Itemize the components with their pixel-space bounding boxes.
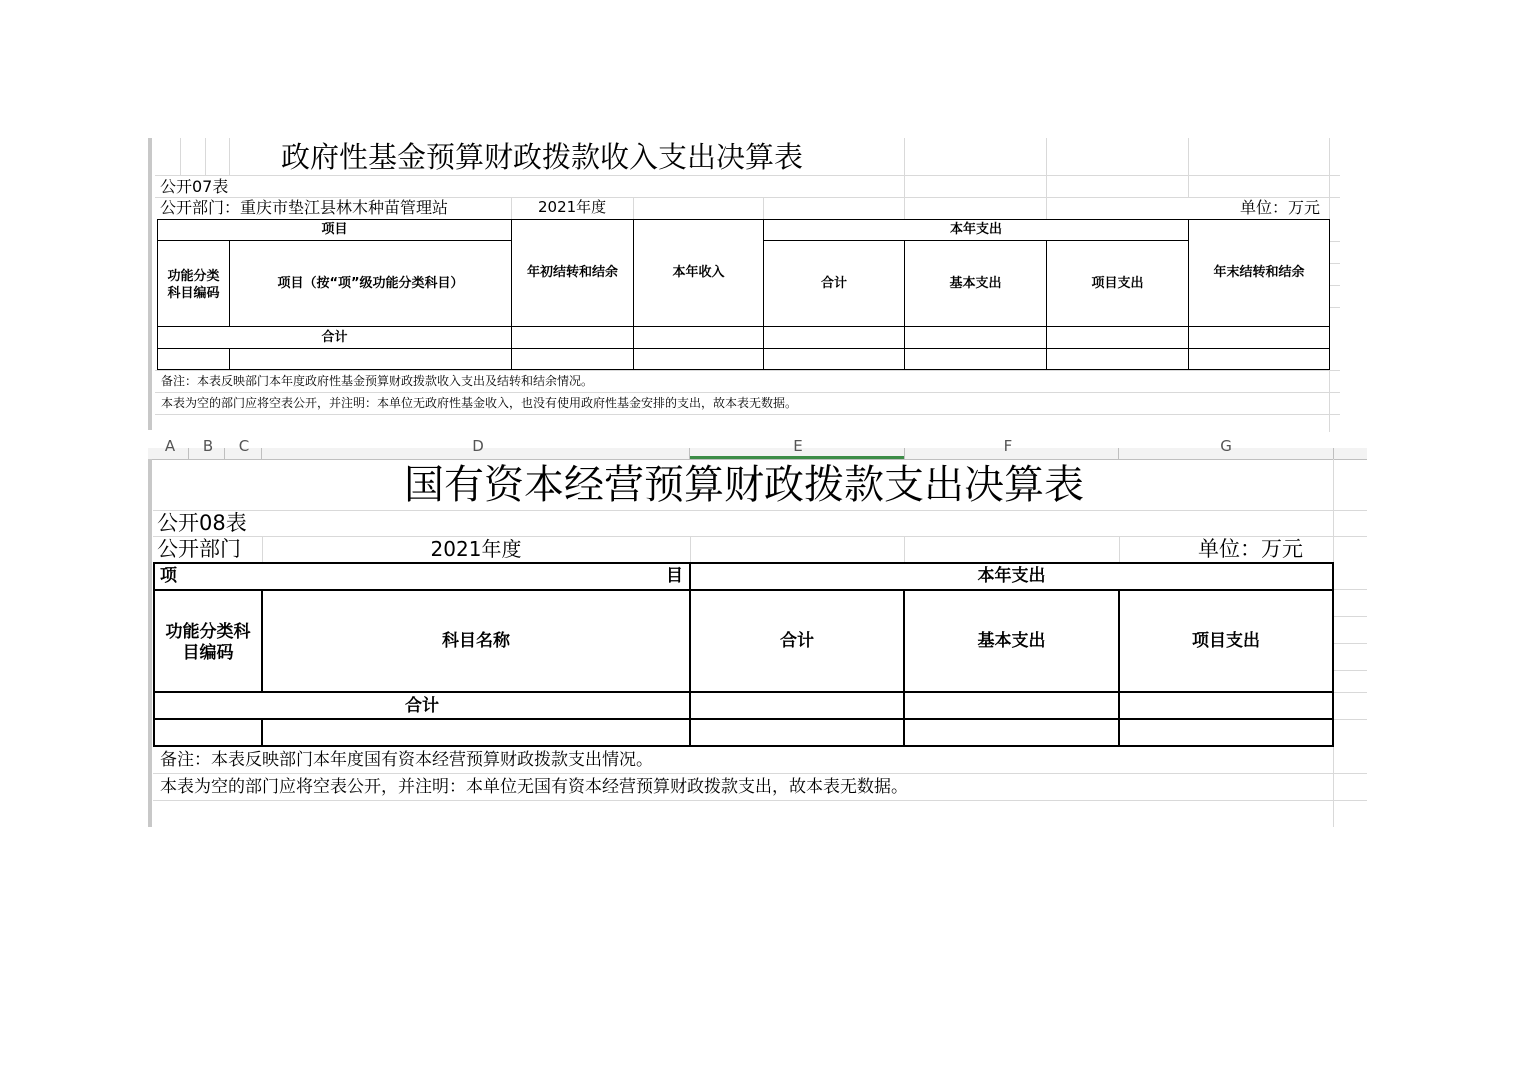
header-end-balance: 年末结转和结余 [1213, 265, 1305, 280]
header-function-code-08: 功能分类科目编码 [165, 622, 251, 663]
table-08-unit: 单位：万元 [1198, 537, 1303, 561]
total-row-label-08: 合计 [405, 696, 439, 716]
header-basic-expense-08: 基本支出 [977, 631, 1046, 651]
table-08-year: 2021年度 [430, 537, 522, 561]
table-07-year: 2021年度 [538, 198, 607, 216]
table-08-note-1: 备注：本表反映部门本年度国有资本经营预算财政拨款支出情况。 [160, 750, 653, 770]
header-project-expense-08: 项目支出 [1192, 631, 1260, 651]
header-begin-balance: 年初结转和结余 [526, 265, 618, 280]
table-07-note-1: 备注：本表反映部门本年度政府性基金预算财政拨款收入支出及结转和结余情况。 [161, 374, 594, 388]
col-letter-a[interactable]: A [164, 437, 176, 455]
header-expense-group-08: 本年支出 [977, 566, 1046, 586]
header-total-08: 合计 [780, 631, 814, 651]
header-item-right: 目 [666, 566, 683, 586]
col-letter-f[interactable]: F [1003, 437, 1013, 455]
table-08-note-2: 本表为空的部门应将空表公开，并注明：本单位无国有资本经营预算财政拨款支出，故本表无数据。 [160, 777, 908, 797]
header-item: 项目 [321, 222, 348, 237]
column-header-strip [148, 437, 1367, 460]
table-07-number: 公开07表 [160, 177, 229, 196]
header-subject-name: 科目名称 [442, 631, 510, 651]
total-row-label: 合计 [321, 330, 348, 345]
table-07-unit: 单位：万元 [1240, 198, 1321, 217]
header-item-left: 项 [160, 566, 177, 586]
col-letter-e[interactable]: E [793, 437, 803, 455]
col-letter-b[interactable]: B [202, 437, 214, 455]
header-basic-expense: 基本支出 [949, 276, 1002, 291]
header-item-name: 项目（按“项”级功能分类科目） [277, 276, 464, 291]
table-08-title: 国有资本经营预算财政拨款支出决算表 [404, 462, 1084, 508]
header-expense-group: 本年支出 [949, 222, 1002, 237]
table-08-number: 公开08表 [157, 511, 247, 535]
table-08-department: 公开部门 [157, 537, 241, 561]
col-letter-g[interactable]: G [1220, 437, 1232, 455]
table-07-department: 公开部门：重庆市垫江县林木种苗管理站 [160, 198, 449, 217]
header-function-code: 功能分类科目编码 [167, 269, 220, 301]
table-07-note-2: 本表为空的部门应将空表公开，并注明：本单位无政府性基金收入，也没有使用政府性基金安排的支出，故本表无数据。 [161, 396, 798, 410]
col-letter-d[interactable]: D [472, 437, 484, 455]
header-total: 合计 [820, 276, 847, 291]
header-project-expense: 项目支出 [1091, 276, 1144, 291]
header-income: 本年收入 [672, 265, 725, 280]
table-07-title: 政府性基金预算财政拨款收入支出决算表 [281, 140, 804, 174]
col-letter-c[interactable]: C [238, 437, 250, 455]
